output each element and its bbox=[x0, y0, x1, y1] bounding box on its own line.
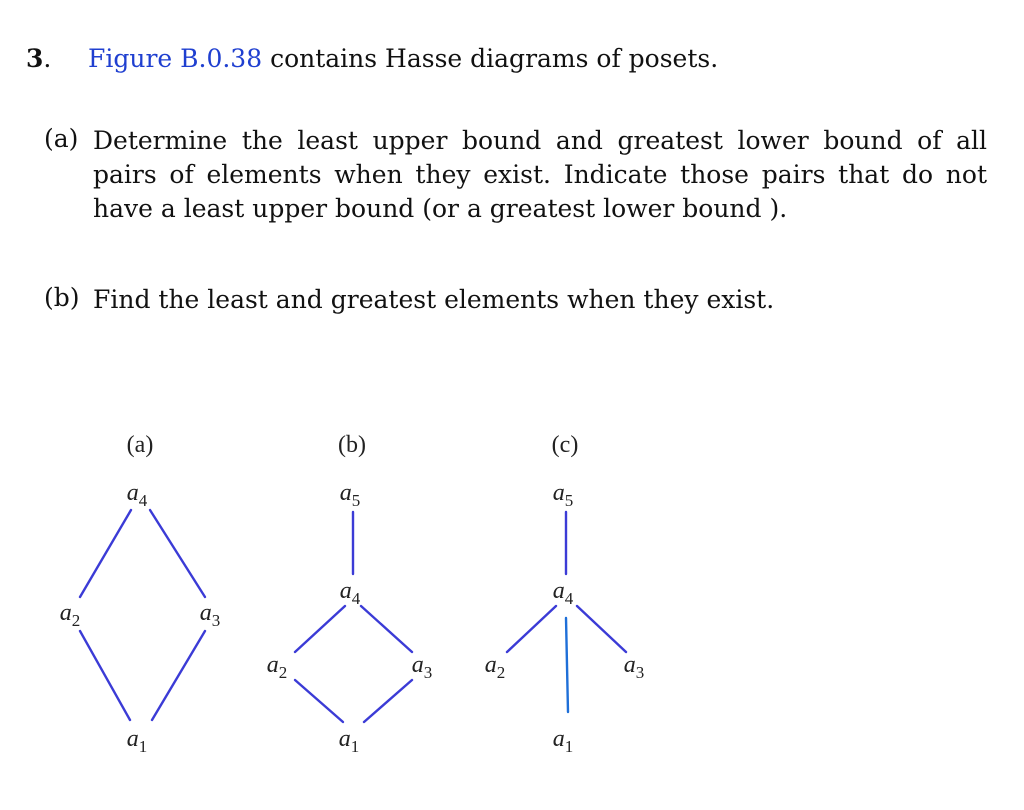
node-a3: $a_3$ bbox=[411, 652, 433, 682]
diagram-title: (b) bbox=[338, 432, 366, 458]
edge-a4-a2 bbox=[80, 510, 131, 597]
edge-a4-a1 bbox=[566, 618, 568, 712]
problem-number: 3. bbox=[26, 44, 52, 73]
diagram-title: (a) bbox=[126, 432, 154, 458]
intro-text: contains Hasse diagrams of posets. bbox=[262, 44, 719, 73]
figure-reference-link[interactable]: Figure B.0.38 bbox=[88, 44, 263, 73]
node-a1: $a_1$ bbox=[552, 726, 574, 756]
hasse-diagram-1 bbox=[60, 432, 221, 756]
edge-a4-a2 bbox=[507, 606, 556, 652]
node-a2: $a_2$ bbox=[266, 652, 288, 682]
edge-a3-a1 bbox=[364, 680, 412, 722]
edge-a4-a3 bbox=[577, 606, 626, 652]
node-a4: $a_4$ bbox=[339, 578, 361, 608]
node-a1: $a_1$ bbox=[338, 726, 360, 756]
edge-a2-a1 bbox=[295, 680, 343, 722]
node-a3: $a_3$ bbox=[199, 600, 221, 630]
part-a-text: Determine the least upper bound and greatest lower bound of all pairs of elements when they exist. Indicate those pairs that do not have a least upper bound (or a greatest lower bound ). bbox=[93, 126, 987, 223]
edge-a4-a2 bbox=[295, 606, 345, 652]
edge-a2-a1 bbox=[80, 631, 130, 720]
edge-a4-a3 bbox=[361, 606, 412, 652]
node-a4: $a_4$ bbox=[126, 480, 148, 510]
hasse-diagram-3 bbox=[485, 432, 645, 756]
edge-a4-a3 bbox=[150, 510, 205, 597]
node-a1: $a_1$ bbox=[126, 726, 148, 756]
node-a4: $a_4$ bbox=[552, 578, 574, 608]
part-a-label: (a) bbox=[44, 124, 79, 153]
node-a2: $a_2$ bbox=[59, 600, 81, 630]
edge-a3-a1 bbox=[152, 631, 205, 720]
node-a5: $a_5$ bbox=[552, 480, 574, 510]
node-a2: $a_2$ bbox=[484, 652, 506, 682]
hasse-diagram-2 bbox=[267, 432, 433, 756]
node-a5: $a_5$ bbox=[339, 480, 361, 510]
diagram-title: (c) bbox=[551, 432, 579, 458]
node-a3: $a_3$ bbox=[623, 652, 645, 682]
part-b-label: (b) bbox=[44, 283, 80, 312]
part-b-text: Find the least and greatest elements when they exist. bbox=[93, 285, 775, 314]
